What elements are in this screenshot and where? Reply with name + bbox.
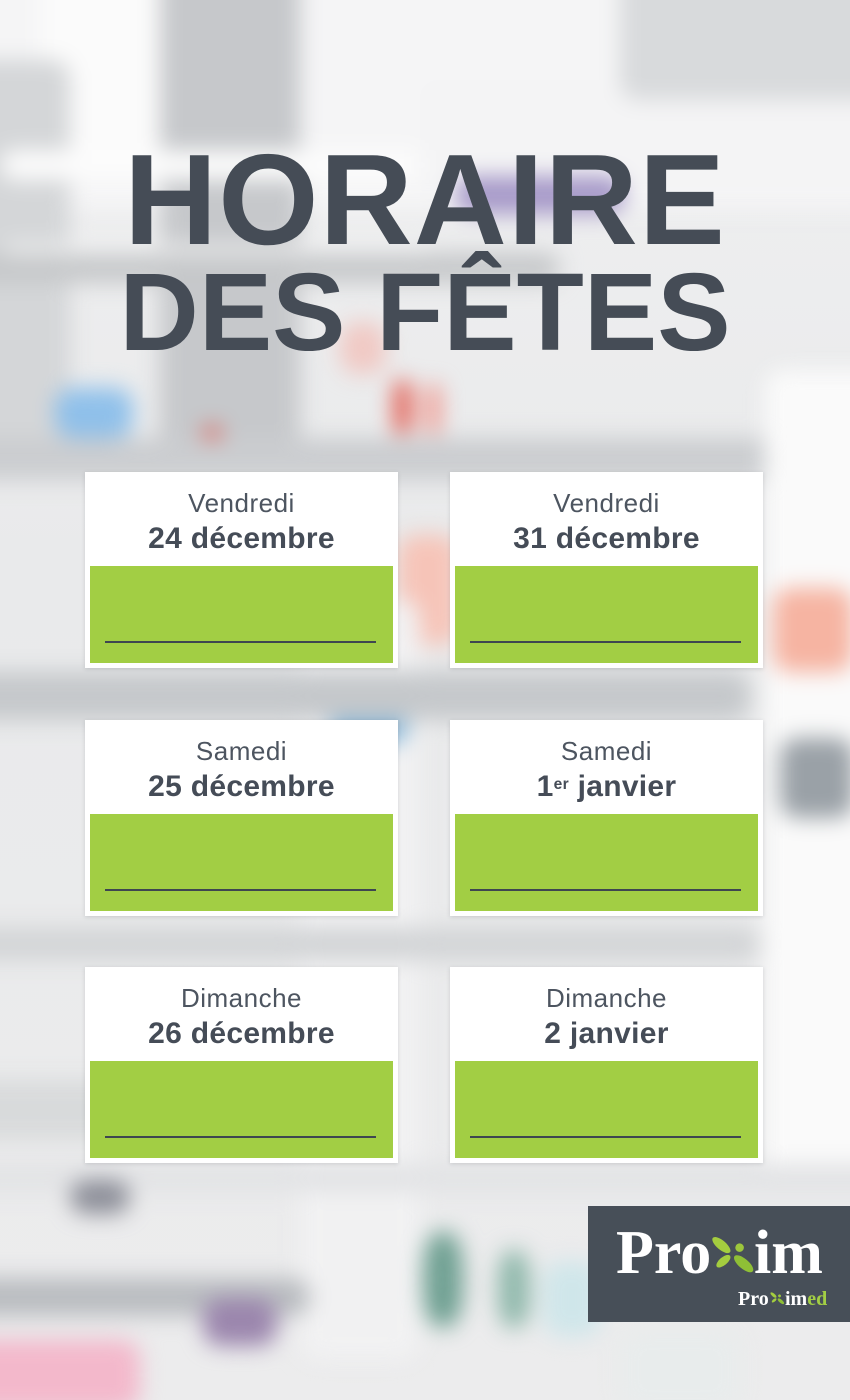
date-label (85, 768, 398, 810)
schedule-card (85, 472, 398, 668)
bg-shape (70, 1180, 130, 1214)
poster-title-line1: HORAIRE (124, 128, 726, 272)
sublogo-text-end (785, 1288, 827, 1310)
bg-shape (773, 588, 850, 672)
bg-shape (620, 1330, 740, 1400)
petal-x-icon (770, 1291, 785, 1305)
schedule-card (85, 967, 398, 1163)
date-main: 31 décembre (513, 522, 700, 555)
poster-title-line2: DES FÊTES (119, 251, 731, 374)
schedule-card (450, 720, 763, 916)
date-label (450, 1015, 763, 1057)
date-main: 2 janvier (544, 1017, 669, 1050)
bg-shape (423, 1232, 463, 1327)
proxim-logo (588, 1206, 850, 1322)
logo-text-pre: Pro (616, 1219, 712, 1287)
hours-box (90, 814, 393, 911)
day-label: Vendredi (553, 488, 660, 518)
date-main: 1 (536, 770, 554, 803)
date-label (85, 1015, 398, 1057)
card-header (450, 472, 763, 566)
hours-blank-line (105, 641, 376, 643)
day-label: Samedi (195, 736, 288, 766)
hours-blank-line (470, 641, 741, 643)
date-label (450, 520, 763, 562)
card-header (85, 472, 398, 566)
hours-blank-line (105, 1136, 376, 1138)
hours-box (90, 566, 393, 663)
schedule-card (450, 472, 763, 668)
card-header (85, 720, 398, 814)
bg-shape (203, 1298, 277, 1346)
card-header (85, 967, 398, 1061)
date-label (450, 768, 763, 810)
hours-box (455, 814, 758, 911)
date-rest: janvier (568, 770, 677, 803)
date-main: 25 décembre (148, 770, 335, 803)
hours-box (90, 1061, 393, 1158)
hours-blank-line (470, 1136, 741, 1138)
bg-shape (0, 928, 760, 960)
hours-box (455, 566, 758, 663)
bg-shape (0, 672, 750, 720)
proxim-logo-graphic (588, 1206, 850, 1322)
bg-shape (0, 1340, 140, 1400)
date-main: 26 décembre (148, 1017, 335, 1050)
hours-blank-line (105, 889, 376, 891)
day-label: Samedi (560, 736, 653, 766)
bg-shape (620, 0, 850, 100)
day-label: Vendredi (188, 488, 295, 518)
bg-shape (426, 384, 440, 434)
hours-blank-line (470, 889, 741, 891)
date-label (85, 520, 398, 562)
petal-x-icon (710, 1234, 756, 1275)
hours-box (455, 1061, 758, 1158)
bg-shape (780, 738, 850, 818)
bg-shape (394, 380, 411, 434)
date-main: 24 décembre (148, 522, 335, 555)
date-superscript: er (553, 775, 569, 793)
day-label: Dimanche (545, 983, 668, 1013)
sublogo-text-pre: Pro (738, 1288, 769, 1310)
sublogo-text-mid: im (785, 1288, 808, 1310)
card-header (450, 720, 763, 814)
schedule-card (85, 720, 398, 916)
sublogo-text-suffix: ed (807, 1288, 828, 1310)
day-label: Dimanche (180, 983, 303, 1013)
schedule-card (450, 967, 763, 1163)
card-header (450, 967, 763, 1061)
logo-text-post: im (754, 1219, 823, 1287)
bg-shape (55, 388, 133, 438)
bg-shape (498, 1250, 530, 1328)
